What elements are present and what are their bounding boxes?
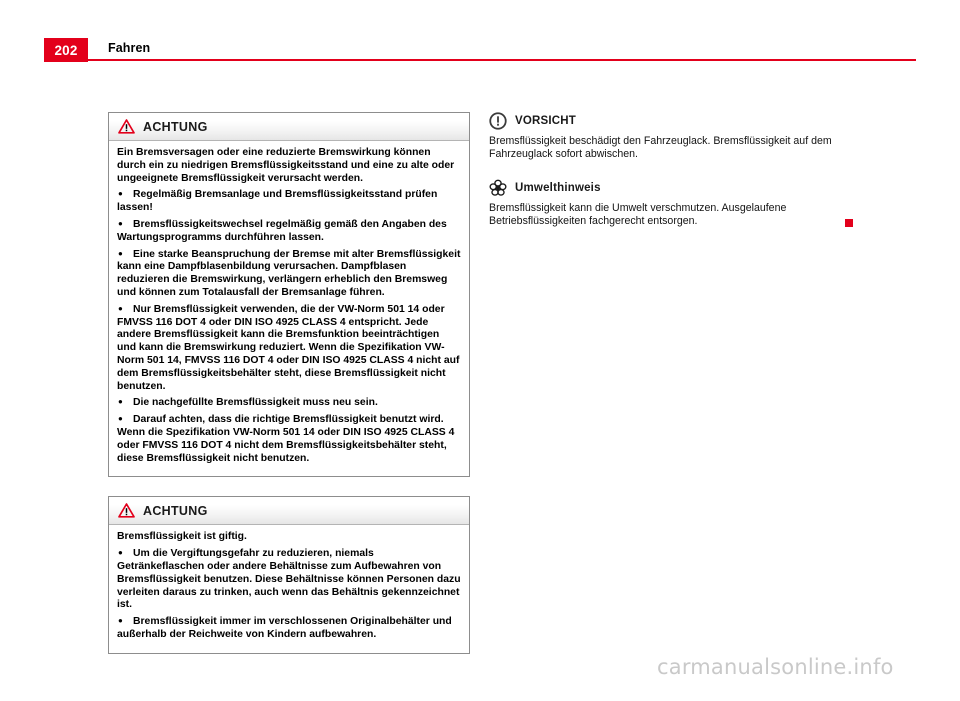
warning-box-body [109, 525, 469, 652]
note-paragraph: Bremsflüssigkeit kann die Umwelt verschmutzen. Ausgelaufene Betriebsflüssigkeiten fachgerecht entsorgen. [489, 201, 787, 228]
warning-bullet-item [117, 397, 461, 410]
right-column [489, 112, 851, 246]
environment-flower-icon [489, 179, 507, 197]
warning-triangle-icon [118, 119, 135, 134]
header-rule [88, 59, 916, 61]
warning-box-title: ACHTUNG [143, 119, 208, 134]
warning-bullet-text: Darauf achten, dass die richtige Bremsflüssigkeit benutzt wird. Wenn die Spezifikation VW-Norm 501 14 oder DIN ISO 4925 CLASS 4 oder FMVSS 116 DOT 4 nicht dem Bremsflüssigkeitsbehälter steht, diese Bremsflüssigkeit nicht benutzen. [117, 414, 455, 464]
warning-bullet-item [117, 249, 461, 300]
watermark: carmanualsonline.info [657, 655, 894, 679]
warning-box [108, 496, 470, 653]
page-header [0, 38, 960, 64]
warning-triangle-icon [118, 503, 135, 518]
bullet-dot-icon [117, 616, 133, 629]
note-title: VORSICHT [515, 115, 577, 127]
warning-bullet-text: Bremsflüssigkeit immer im verschlossenen Originalbehälter und außerhalb der Reichweite von Kindern aufbewahren. [117, 616, 452, 640]
bullet-dot-icon [117, 189, 133, 202]
warning-bullet-item [117, 548, 461, 612]
page-number-badge: 202 [44, 38, 88, 62]
bullet-dot-icon [117, 304, 133, 317]
bullet-dot-icon [117, 397, 133, 410]
bullet-dot-icon [117, 249, 133, 262]
warning-bullet-text: Regelmäßig Bremsanlage und Bremsflüssigkeitsstand prüfen lassen! [117, 189, 438, 214]
warning-box-body [109, 141, 469, 476]
warning-bullet-item [117, 304, 461, 394]
warning-box-header [109, 113, 469, 141]
bullet-dot-icon [117, 219, 133, 232]
warning-bullet-item [117, 189, 461, 215]
bullet-dot-icon [117, 548, 133, 561]
note-block [489, 179, 851, 229]
warning-bullet-text: Um die Vergiftungsgefahr zu reduzieren, niemals Getränkeflaschen oder andere Behältnisse zum Aufbewahren von Bremsflüssigkeit benutzen. Diese Behältnisse können Personen dazu verleiten daraus zu trinken, auch wenn das Behältnis gekennzeichnet ist. [117, 548, 461, 611]
section-end-marker [845, 219, 853, 227]
note-header [489, 112, 851, 130]
chapter-title: Fahren [108, 41, 151, 55]
left-column [108, 112, 470, 673]
warning-box [108, 112, 470, 477]
warning-paragraph: Ein Bremsversagen oder eine reduzierte Bremswirkung können durch ein zu niedrigen Bremsflüssigkeitsstand und eine zu alte oder ungeeignete Bremsflüssigkeit verursacht werden. [117, 147, 455, 184]
warning-bullet-item [117, 414, 461, 465]
caution-exclamation-icon [489, 112, 507, 130]
warning-bullet-text: Nur Bremsflüssigkeit verwenden, die der VW-Norm 501 14 oder FMVSS 116 DOT 4 oder DIN ISO 4925 CLASS 4 entspricht. Jede andere Bremsflüssigkeit kann die Bremsfunktion beeinträchtigen und kann die Bremswirkung reduziert. Wenn die Spezifikation VW-Norm 501 14, FMVSS 116 DOT 4 oder DIN ISO 4925 CLASS 4 nicht auf dem Bremsflüssigkeitsbehälter steht, diese Bremsflüssigkeit nicht benutzen. [117, 303, 460, 392]
warning-bullet-text: Bremsflüssigkeitswechsel regelmäßig gemäß den Angaben des Wartungsprogramms durchführen lassen. [117, 218, 447, 243]
note-paragraph: Bremsflüssigkeit beschädigt den Fahrzeuglack. Bremsflüssigkeit auf dem Fahrzeuglack sofort abwischen. [489, 135, 832, 161]
warning-box-header [109, 497, 469, 525]
warning-bullet-text: Die nachgefüllte Bremsflüssigkeit muss neu sein. [133, 397, 378, 409]
note-title: Umwelthinweis [515, 181, 601, 194]
warning-paragraph: Bremsflüssigkeit ist giftig. [117, 531, 247, 543]
note-header [489, 179, 851, 197]
bullet-dot-icon [117, 414, 133, 427]
warning-bullet-item [117, 616, 461, 642]
warning-bullet-text: Eine starke Beanspruchung der Bremse mit alter Bremsflüssigkeit kann eine Dampfblasenbildung verursachen. Dampfblasen reduzieren die Bremswirkung, verlängern erheblich den Bremsweg und können zum Totalausfall der Bremsanlage führen. [117, 248, 461, 298]
note-block [489, 112, 851, 162]
warning-bullet-item [117, 219, 461, 245]
warning-box-title: ACHTUNG [143, 503, 208, 518]
